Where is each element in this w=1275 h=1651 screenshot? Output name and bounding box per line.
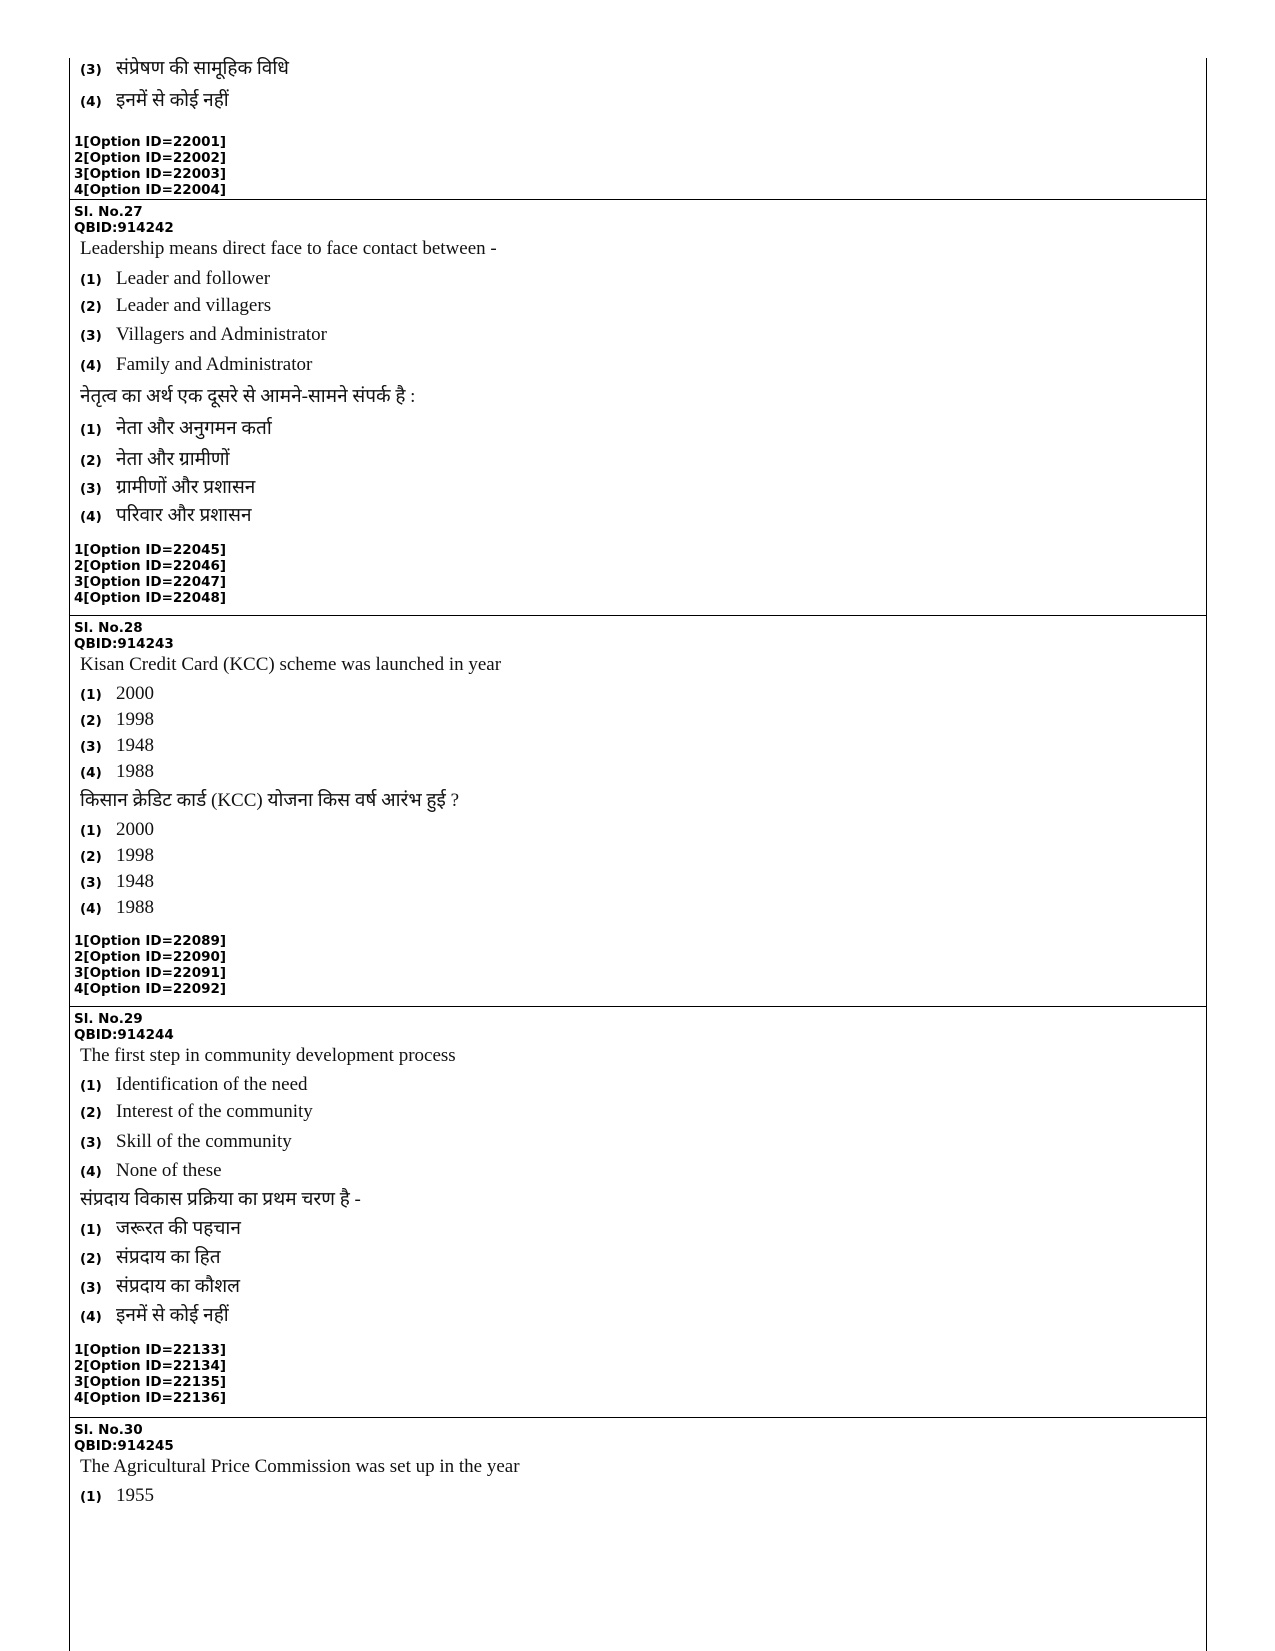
option-text: Skill of the community [116, 1131, 292, 1152]
option-row [80, 683, 1202, 709]
option-id: 4[Option ID=22048] [74, 590, 227, 606]
option-id: 2[Option ID=22002] [74, 150, 227, 166]
question-text-hindi: संप्रदाय विकास प्रक्रिया का प्रथम चरण है - [80, 1189, 361, 1210]
option-number: (3) [80, 328, 102, 344]
option-id: 2[Option ID=22046] [74, 558, 227, 574]
option-number: (3) [80, 739, 102, 755]
question-block-30 [70, 1418, 1206, 1511]
option-text: Leader and follower [116, 268, 271, 289]
option-row [80, 735, 1202, 761]
option-id: 1[Option ID=22001] [74, 134, 227, 150]
option-text: Villagers and Administrator [116, 324, 327, 345]
question-text-english: Leadership means direct face to face contact between - [80, 238, 497, 259]
option-row [80, 1131, 1202, 1160]
qbid: QBID:914245 [74, 1438, 174, 1454]
question-block-27 [70, 200, 1206, 616]
option-id: 1[Option ID=22045] [74, 542, 227, 558]
option-text: संप्रेषण की सामूहिक विधि [116, 58, 289, 79]
option-number: (3) [80, 875, 102, 891]
question-text-hindi: किसान क्रेडिट कार्ड (KCC) योजना किस वर्ष आरंभ हुई ? [80, 790, 460, 811]
option-number: (4) [80, 1164, 102, 1180]
option-id-list [74, 933, 1202, 997]
option-text: नेता और ग्रामीणों [116, 449, 230, 470]
option-number: (3) [80, 62, 102, 78]
option-row [80, 1247, 1202, 1276]
option-text: Family and Administrator [116, 354, 313, 375]
option-number: (4) [80, 94, 102, 110]
option-text: 1955 [116, 1485, 154, 1506]
option-number: (4) [80, 358, 102, 374]
option-id: 4[Option ID=22004] [74, 182, 227, 198]
option-row [80, 1218, 1202, 1247]
option-text: ग्रामीणों और प्रशासन [116, 477, 256, 498]
option-id: 3[Option ID=22003] [74, 166, 227, 182]
option-row [80, 1074, 1202, 1101]
option-row [80, 58, 1202, 88]
option-text: 2000 [116, 819, 154, 840]
option-row [80, 354, 1202, 386]
option-text: नेता और अनुगमन कर्ता [116, 418, 272, 439]
option-text: Identification of the need [116, 1074, 308, 1095]
question-text-english: The Agricultural Price Commission was set up in the year [80, 1456, 520, 1477]
option-id: 4[Option ID=22092] [74, 981, 227, 997]
option-row [80, 418, 1202, 449]
option-id-list [74, 1342, 1202, 1406]
option-text: जरूरत की पहचान [116, 1218, 241, 1239]
serial-number: Sl. No.27 [74, 204, 143, 220]
option-row [80, 845, 1202, 871]
question-block-28 [70, 616, 1206, 1007]
option-text: 2000 [116, 683, 154, 704]
option-row [80, 477, 1202, 505]
option-row [80, 505, 1202, 542]
option-number: (1) [80, 823, 102, 839]
option-row [80, 268, 1202, 295]
serial-number: Sl. No.30 [74, 1422, 143, 1438]
option-number: (1) [80, 272, 102, 288]
option-id-list [74, 134, 1202, 198]
option-number: (3) [80, 481, 102, 497]
option-row [80, 761, 1202, 790]
option-row [80, 1160, 1202, 1189]
question-paper [69, 58, 1207, 1651]
option-number: (2) [80, 299, 102, 315]
option-text: संप्रदाय का हित [116, 1247, 221, 1268]
option-number: (2) [80, 1105, 102, 1121]
option-row [80, 1305, 1202, 1342]
option-number: (3) [80, 1280, 102, 1296]
option-row [80, 1485, 1202, 1511]
option-number: (2) [80, 1251, 102, 1267]
option-number: (2) [80, 713, 102, 729]
option-text: 1948 [116, 735, 154, 756]
option-number: (4) [80, 901, 102, 917]
option-id: 2[Option ID=22134] [74, 1358, 227, 1374]
question-text-english: The first step in community development process [80, 1045, 456, 1066]
option-row [80, 1276, 1202, 1305]
option-number: (4) [80, 1309, 102, 1325]
option-row [80, 871, 1202, 897]
option-text: 1998 [116, 709, 154, 730]
option-number: (2) [80, 453, 102, 469]
question-text-english: Kisan Credit Card (KCC) scheme was launched in year [80, 654, 502, 675]
qbid: QBID:914242 [74, 220, 174, 236]
option-number: (4) [80, 765, 102, 781]
option-number: (3) [80, 1135, 102, 1151]
option-text: 1998 [116, 845, 154, 866]
option-text: संप्रदाय का कौशल [116, 1276, 241, 1297]
option-id: 1[Option ID=22089] [74, 933, 227, 949]
option-text: 1988 [116, 761, 154, 782]
option-number: (1) [80, 1489, 102, 1505]
option-row [80, 709, 1202, 735]
option-text: इनमें से कोई नहीं [116, 90, 229, 111]
serial-number: Sl. No.28 [74, 620, 143, 636]
option-row [80, 449, 1202, 477]
question-block-29 [70, 1007, 1206, 1418]
serial-number: Sl. No.29 [74, 1011, 143, 1027]
option-number: (1) [80, 1078, 102, 1094]
option-row [80, 324, 1202, 354]
option-text: None of these [116, 1160, 222, 1181]
option-row [80, 88, 1202, 134]
option-number: (4) [80, 509, 102, 525]
option-text: Leader and villagers [116, 295, 272, 316]
qbid: QBID:914243 [74, 636, 174, 652]
option-row [80, 295, 1202, 324]
option-row [80, 1101, 1202, 1131]
qbid: QBID:914244 [74, 1027, 174, 1043]
option-id: 1[Option ID=22133] [74, 1342, 227, 1358]
question-text-hindi: नेतृत्व का अर्थ एक दूसरे से आमने-सामने संपर्क है : [80, 386, 416, 407]
option-number: (1) [80, 1222, 102, 1238]
option-number: (1) [80, 422, 102, 438]
option-id: 3[Option ID=22091] [74, 965, 227, 981]
question-block-26-fragment [70, 58, 1206, 200]
option-number: (1) [80, 687, 102, 703]
option-id: 3[Option ID=22135] [74, 1374, 227, 1390]
option-row [80, 819, 1202, 845]
option-text: Interest of the community [116, 1101, 313, 1122]
option-text: परिवार और प्रशासन [116, 505, 252, 526]
option-row [80, 897, 1202, 933]
option-text: 1948 [116, 871, 154, 892]
option-id: 4[Option ID=22136] [74, 1390, 227, 1406]
option-number: (2) [80, 849, 102, 865]
option-id: 3[Option ID=22047] [74, 574, 227, 590]
option-text: इनमें से कोई नहीं [116, 1305, 229, 1326]
option-id-list [74, 542, 1202, 606]
option-id: 2[Option ID=22090] [74, 949, 227, 965]
option-text: 1988 [116, 897, 154, 918]
